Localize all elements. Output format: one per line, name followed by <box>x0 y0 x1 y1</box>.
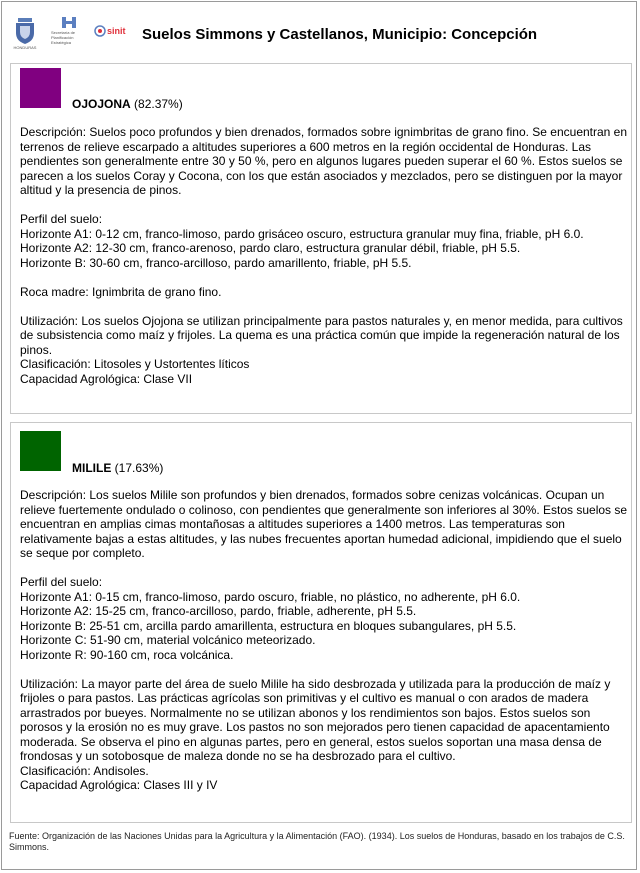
sinit-logo-text: sinit <box>107 26 126 36</box>
honduras-logo-text: HONDURAS <box>13 45 37 50</box>
soil-classification: Clasificación: Litosoles y Ustortentes líticos <box>20 357 250 371</box>
soil-description: Descripción: Suelos poco profundos y bien drenados, formados sobre ignimbritas de grano fino. Se encuentran en terrenos de relieve escarpado a altitudes superiores a 600 metros en la región occidental de Honduras. Las pendientes son generalmente entre 30 y 50 %, pero en algunos lugares pueden superar el 60 %. Estos suelos se parecen a los suelos Coray y Cocona, con los que están asociados y mezclados, pero se distinguen por la mayor altitud y la presencia de pinos. <box>20 125 628 197</box>
profile-title: Perfil del suelo: <box>20 212 103 226</box>
page-title: Suelos Simmons y Castellanos, Municipio: Concepción <box>142 26 538 43</box>
soil-card-ojojona <box>10 63 632 414</box>
soil-color-swatch <box>20 68 61 108</box>
horizon-line: Horizonte A2: 15-25 cm, franco-arcilloso, pardo, friable, adherente, pH 5.5. <box>20 604 417 618</box>
horizon-line: Horizonte A1: 0-12 cm, franco-limoso, pardo grisáceo oscuro, estructura granular muy fina, friable, pH 6.0. <box>20 226 584 241</box>
soil-color-swatch <box>20 431 61 471</box>
soil-capacity: Capacidad Agrológica: Clase VII <box>20 371 193 386</box>
soil-name: OJOJONA <box>72 97 131 111</box>
soil-name: MILILE <box>72 461 112 475</box>
soil-percent: (82.37%) <box>134 97 183 111</box>
secretaria-logo <box>50 16 90 46</box>
source-footer: Fuente: Organización de las Naciones Unidas para la Agricultura y la Alimentación (FAO). (1934). Los suelos de Honduras, basado en los trabajos de C.S. Simmons. <box>9 831 625 852</box>
horizon-line: Horizonte B: 25-51 cm, arcilla pardo amarillenta, estructura en bloques subangulares, pH 5.5. <box>20 618 517 633</box>
horizon-line: Horizonte R: 90-160 cm, roca volcánica. <box>20 647 234 662</box>
soil-details <box>20 125 628 386</box>
horizon-line: Horizonte C: 51-90 cm, material volcánico meteorizado. <box>20 633 316 647</box>
header <box>2 2 636 60</box>
horizon-line: Horizonte A2: 12-30 cm, franco-arenoso, pardo claro, estructura granular débil, friable, pH 5.5. <box>20 241 521 255</box>
soil-details <box>20 488 628 793</box>
soil-card-milile <box>10 422 632 823</box>
report-page <box>1 1 637 870</box>
soil-usage: Utilización: Los suelos Ojojona se utilizan principalmente para pastos naturales y, en menor medida, para cultivos de subsistencia como maíz y frijoles. La quema es una práctica común que impide la regeneración natural de los pinos. <box>20 313 623 357</box>
soil-description: Descripción: Los suelos Milile son profundos y bien drenados, formados sobre cenizas volcánicas. Ocupan un relieve fuertemente ondulado o colinoso, con pendientes que generalmente son inferiores al 30%. Estos suelos se encuentran en amplias cimas montañosas a altitudes superiores a 1400 metros. Las temperaturas son relativamente bajas a estas altitudes, y las nubes frecuentes aportan humedad adicional, impidiendo que el suelo se seque por completo. <box>20 488 628 560</box>
soil-percent: (17.63%) <box>114 461 164 475</box>
horizon-line: Horizonte A1: 0-15 cm, franco-limoso, pardo oscuro, friable, no plástico, no adherente, pH 6.0. <box>20 589 521 604</box>
soil-capacity: Capacidad Agrológica: Clases III y IV <box>20 778 218 792</box>
secretaria-logo-text-2: Planificación <box>51 35 74 40</box>
parent-material: Roca madre: Ignimbrita de grano fino. <box>20 284 222 299</box>
secretaria-logo-text-3: Estratégica <box>51 40 72 45</box>
soil-header <box>72 97 183 111</box>
sinit-logo <box>94 24 130 38</box>
horizon-line: Horizonte B: 30-60 cm, franco-arcilloso, pardo amarillento, friable, pH 5.5. <box>20 255 412 270</box>
soil-header <box>72 461 163 475</box>
soil-classification: Clasificación: Andisoles. <box>20 763 149 778</box>
profile-title: Perfil del suelo: <box>20 575 103 589</box>
honduras-logo <box>8 16 42 50</box>
soil-usage: Utilización: La mayor parte del área de suelo Milile ha sido desbrozada y utilizada para la producción de maíz y frijoles o para pastos. Las prácticas agrícolas son primitivas y el cultivo es manual o con arados de madera arrastrados por bueyes. Normalmente no se utilizan abonos y los rendimientos son bajos. Estos suelos son porosos y la erosión no es muy grave. Los pastos no son mejorados pero tienen capacidad de apacentamiento moderada. Se observa el pino en algunas partes, pero en general, estos suelos soportan una masa densa de frondosas y un sotobosque de maleza donde no se ha desbrozado para el cultivo. <box>20 676 611 763</box>
secretaria-logo-text-1: Secretaría de <box>51 30 76 35</box>
